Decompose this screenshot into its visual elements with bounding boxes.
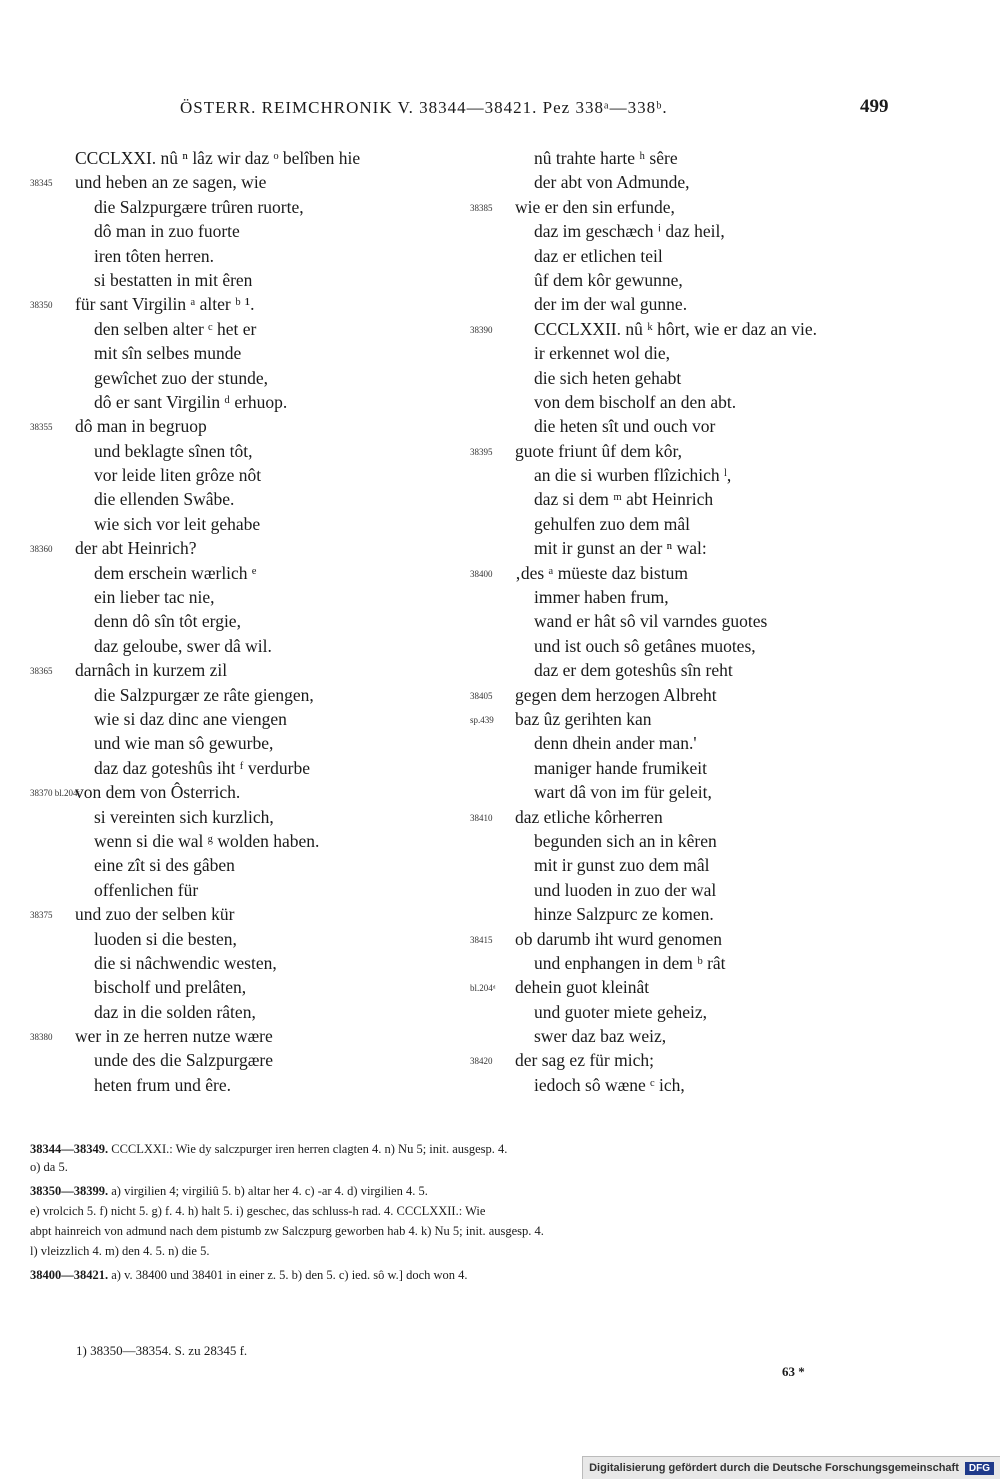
apparatus-ref: 38344—38349.: [30, 1142, 109, 1156]
verse-text: die si nâchwendic westen,: [94, 952, 277, 973]
verse-line: [30, 487, 470, 511]
apparatus-text: e) vrolcich 5. f) nicht 5. g) f. 4. h) halt 5. i) geschec, das schluss-h rad. 4. CCCLXXII.: Wie: [30, 1204, 486, 1218]
verse-text: und enphangen in dem ᵇ rât: [534, 952, 726, 973]
verse-text: und beklagte sînen tôt,: [94, 440, 253, 461]
verse-line: [470, 219, 910, 243]
verse-line: [470, 1048, 910, 1072]
verse-text: denn dô sîn tôt ergie,: [94, 611, 241, 632]
verse-text: gegen dem herzogen Albreht: [515, 684, 717, 705]
verse-line: [470, 780, 910, 804]
verse-text: und heben an ze sagen, wie: [75, 172, 267, 193]
verse-text: CCCLXXII. nû ᵏ hôrt, wie er daz an vie.: [534, 318, 818, 339]
critical-apparatus: [30, 1138, 890, 1286]
verse-text: daz er dem goteshûs sîn reht: [534, 660, 733, 681]
line-number: 38385: [470, 202, 493, 213]
apparatus-line: [30, 1264, 890, 1286]
verse-line: [470, 902, 910, 926]
verse-line: [30, 341, 470, 365]
verse-text: swer daz baz weiz,: [534, 1026, 667, 1047]
verse-line: [470, 975, 910, 999]
verse-text: die heten sît und ouch vor: [534, 416, 716, 437]
verse-line: [30, 902, 470, 926]
verse-line: [470, 341, 910, 365]
verse-line: [470, 292, 910, 316]
apparatus-text: CCCLXXI.: Wie dy salczpurger iren herren clagten 4. n) Nu 5; init. ausgesp. 4.: [111, 1142, 508, 1156]
apparatus-text: a) v. 38400 und 38401 in einer z. 5. b) den 5. c) ied. sô w.] doch won 4.: [111, 1268, 468, 1282]
verse-text: daz si dem ᵐ abt Heinrich: [534, 489, 714, 510]
verse-line: [470, 1073, 910, 1097]
verse-text: dem erschein wærlich ᵉ: [94, 562, 257, 583]
apparatus-text: a) virgilien 4; virgiliû 5. b) altar her 4. c) -ar 4. d) virgilien 4. 5.: [111, 1184, 428, 1198]
line-number: 38390: [470, 324, 493, 335]
apparatus-text: l) vleizzlich 4. m) den 4. 5. n) die 5.: [30, 1244, 210, 1258]
verse-line: [30, 1024, 470, 1048]
verse-line: [470, 878, 910, 902]
verse-text: iedoch sô wæne ᶜ ich,: [534, 1074, 685, 1095]
verse-text: den selben alter ᶜ het er: [94, 318, 257, 339]
verse-line: [470, 731, 910, 755]
line-number: 38405: [470, 690, 493, 701]
verse-line: [30, 317, 470, 341]
verse-text: unde des die Salzpurgære: [94, 1050, 274, 1071]
verse-line: [470, 683, 910, 707]
verse-line: [30, 878, 470, 902]
apparatus-line: [30, 1200, 890, 1222]
verse-text: wand er hât sô vil varndes guotes: [534, 611, 768, 632]
verse-text: wie sich vor leit gehabe: [94, 513, 261, 534]
verse-line: [30, 292, 470, 316]
verse-text: guote friunt ûf dem kôr,: [515, 440, 682, 461]
verse-line: [470, 609, 910, 633]
verse-text: von dem bischolf an den abt.: [534, 391, 737, 412]
verse-text: dô man in begruop: [75, 416, 207, 437]
running-title: ÖSTERR. REIMCHRONIK V. 38344—38421. Pez 338ᵃ—338ᵇ.: [180, 98, 668, 117]
verse-line: [470, 366, 910, 390]
verse-line: [30, 1048, 470, 1072]
verse-text: daz geloube, swer dâ wil.: [94, 635, 272, 656]
verse-text: offenlichen für: [94, 879, 199, 900]
verse-text: darnâch in kurzem zil: [75, 660, 228, 681]
verse-line: [470, 170, 910, 194]
line-number: 38415: [470, 934, 493, 945]
verse-line: [30, 536, 470, 560]
verse-line: [30, 414, 470, 438]
verse-text: von dem von Ôsterrich.: [75, 782, 241, 803]
verse-text: bischolf und prelâten,: [94, 977, 247, 998]
line-number: 38380: [30, 1032, 53, 1043]
verse-text: denn dhein ander man.': [534, 733, 697, 754]
verse-line: [470, 414, 910, 438]
verse-text: gewîchet zuo der stunde,: [94, 367, 268, 388]
line-number: 38370 bl.204ᶜ: [30, 788, 80, 799]
right-text-column: [470, 146, 910, 1097]
verse-line: [470, 1024, 910, 1048]
line-number: 38365: [30, 666, 53, 677]
verse-text: daz in die solden râten,: [94, 1001, 256, 1022]
verse-text: und wie man sô gewurbe,: [94, 733, 274, 754]
verse-text: nû trahte harte ʰ sêre: [534, 148, 678, 168]
verse-line: [30, 366, 470, 390]
line-number: 38395: [470, 446, 493, 457]
verse-text: daz er etlichen teil: [534, 245, 663, 266]
verse-line: [30, 146, 470, 170]
verse-line: [30, 561, 470, 585]
verse-line: [30, 756, 470, 780]
verse-line: [30, 463, 470, 487]
apparatus-ref: 38400—38421.: [30, 1268, 109, 1282]
verse-text: vor leide liten grôze nôt: [94, 465, 262, 486]
verse-text: maniger hande frumikeit: [534, 757, 707, 778]
verse-text: für sant Virgilin ᵃ alter ᵇ ¹.: [75, 294, 255, 315]
verse-line: [30, 1000, 470, 1024]
verse-line: [30, 780, 470, 804]
verse-text: ûf dem kôr gewunne,: [534, 269, 683, 290]
verse-line: [470, 439, 910, 463]
verse-line: [30, 805, 470, 829]
verse-text: CCCLXXI. nû ⁿ lâz wir daz ᵒ belîben hie: [75, 148, 361, 168]
verse-line: [30, 585, 470, 609]
line-number: 38375: [30, 910, 53, 921]
verse-line: [30, 658, 470, 682]
verse-line: [470, 487, 910, 511]
verse-text: die ellenden Swâbe.: [94, 489, 235, 510]
apparatus-line: [30, 1240, 890, 1262]
verse-line: [470, 512, 910, 536]
verse-text: si bestatten in mit êren: [94, 269, 253, 290]
verse-text: gehulfen zuo dem mâl: [534, 513, 690, 534]
verse-line: [30, 951, 470, 975]
verse-text: die Salzpurgær ze râte giengen,: [94, 684, 314, 705]
verse-text: si vereinten sich kurzlich,: [94, 806, 274, 827]
verse-text: luoden si die besten,: [94, 928, 237, 949]
verse-line: [30, 927, 470, 951]
verse-line: [30, 731, 470, 755]
verse-text: mit ir gunst zuo dem mâl: [534, 855, 710, 876]
verse-line: [30, 268, 470, 292]
running-header: [0, 98, 1000, 122]
verse-text: immer haben frum,: [534, 587, 669, 608]
verse-text: ein lieber tac nie,: [94, 587, 215, 608]
line-number: 38360: [30, 544, 53, 555]
verse-line: [30, 244, 470, 268]
verse-line: [30, 829, 470, 853]
verse-text: dô man in zuo fuorte: [94, 221, 240, 242]
verse-line: [30, 975, 470, 999]
verse-line: [470, 463, 910, 487]
verse-line: [470, 658, 910, 682]
line-number: bl.204ᵈ: [470, 983, 496, 994]
verse-text: die sich heten gehabt: [534, 367, 682, 388]
dfg-text: Digitalisierung gefördert durch die Deutsche Forschungsgemeinschaft: [589, 1462, 959, 1474]
verse-text: ir erkennet wol die,: [534, 343, 671, 364]
verse-line: [30, 634, 470, 658]
verse-line: [470, 1000, 910, 1024]
verse-line: [30, 707, 470, 731]
verse-line: [470, 634, 910, 658]
verse-line: [30, 853, 470, 877]
verse-text: mit ir gunst an der ⁿ wal:: [534, 538, 707, 559]
verse-text: der sag ez für mich;: [515, 1050, 654, 1071]
verse-line: [470, 585, 910, 609]
verse-line: [470, 805, 910, 829]
verse-text: der abt von Admunde,: [534, 172, 690, 193]
verse-text: hinze Salzpurc ze komen.: [534, 904, 714, 925]
verse-line: [30, 609, 470, 633]
verse-text: iren tôten herren.: [94, 245, 215, 266]
verse-line: [30, 683, 470, 707]
verse-line: [470, 195, 910, 219]
verse-line: [470, 829, 910, 853]
verse-text: eine zît si des gâben: [94, 855, 235, 876]
verse-text: begunden sich an in kêren: [534, 830, 717, 851]
verse-text: der im der wal gunne.: [534, 294, 688, 315]
verse-line: [470, 756, 910, 780]
verse-line: [470, 561, 910, 585]
signature-mark: 63 *: [782, 1364, 805, 1379]
verse-line: [470, 927, 910, 951]
verse-text: ‚des ᵃ müeste daz bistum: [515, 562, 688, 583]
verse-line: [30, 170, 470, 194]
page-number: 499: [860, 96, 889, 117]
verse-line: [470, 707, 910, 731]
verse-line: [470, 244, 910, 268]
line-number: 38350: [30, 300, 53, 311]
verse-text: der abt Heinrich?: [75, 538, 197, 559]
verse-text: die Salzpurgære trûren ruorte,: [94, 196, 304, 217]
verse-text: und luoden in zuo der wal: [534, 879, 717, 900]
verse-line: [30, 219, 470, 243]
verse-line: [30, 512, 470, 536]
verse-line: [470, 268, 910, 292]
verse-line: [470, 390, 910, 414]
line-number: 38410: [470, 812, 493, 823]
line-number: 38400: [470, 568, 493, 579]
verse-line: [470, 951, 910, 975]
verse-text: daz etliche kôrherren: [515, 806, 663, 827]
apparatus-text: abpt hainreich von admund nach dem pistumb zw Salczpurg geworben hab 4. k) Nu 5; init. ausgesp. 4.: [30, 1224, 544, 1238]
verse-line: [30, 195, 470, 219]
verse-text: dô er sant Virgilin ᵈ erhuop.: [94, 391, 288, 412]
verse-text: daz im geschæch ⁱ daz heil,: [534, 221, 725, 242]
verse-text: ob darumb iht wurd genomen: [515, 928, 723, 949]
verse-text: wart dâ von im für geleit,: [534, 782, 712, 803]
dfg-logo-icon: DFG: [965, 1462, 994, 1475]
verse-text: wie si daz dinc ane viengen: [94, 708, 287, 729]
left-text-column: [30, 146, 470, 1097]
apparatus-text: o) da 5.: [30, 1160, 68, 1174]
verse-text: und guoter miete geheiz,: [534, 1001, 707, 1022]
verse-line: [30, 439, 470, 463]
verse-text: dehein guot kleinât: [515, 977, 650, 998]
verse-text: wie er den sin erfunde,: [515, 196, 675, 217]
verse-text: und zuo der selben kür: [75, 904, 235, 925]
verse-line: [30, 1073, 470, 1097]
verse-text: wenn si die wal ᵍ wolden haben.: [94, 830, 320, 851]
dfg-funding-bar: [582, 1456, 1000, 1479]
verse-line: [470, 317, 910, 341]
verse-text: daz daz goteshûs iht ᶠ verdurbe: [94, 757, 311, 778]
line-number: 38355: [30, 422, 53, 433]
verse-text: wer in ze herren nutze wære: [75, 1026, 273, 1047]
line-number: 38420: [470, 1056, 493, 1067]
verse-line: [470, 146, 910, 170]
verse-text: an die si wurben flîzichich ˡ,: [534, 465, 732, 486]
apparatus-line: [30, 1220, 890, 1242]
verse-text: und ist ouch sô getânes muotes,: [534, 635, 756, 656]
verse-text: mit sîn selbes munde: [94, 343, 242, 364]
apparatus-line: [30, 1180, 890, 1202]
verse-line: [470, 536, 910, 560]
line-number: sp.439: [470, 714, 494, 725]
apparatus-ref: 38350—38399.: [30, 1184, 109, 1198]
verse-text: baz ûz gerihten kan: [515, 708, 652, 729]
verse-line: [30, 390, 470, 414]
line-number: 38345: [30, 178, 53, 189]
footnote: 1) 38350—38354. S. zu 28345 f.: [76, 1343, 248, 1358]
verse-line: [470, 853, 910, 877]
verse-text: heten frum und êre.: [94, 1074, 232, 1095]
